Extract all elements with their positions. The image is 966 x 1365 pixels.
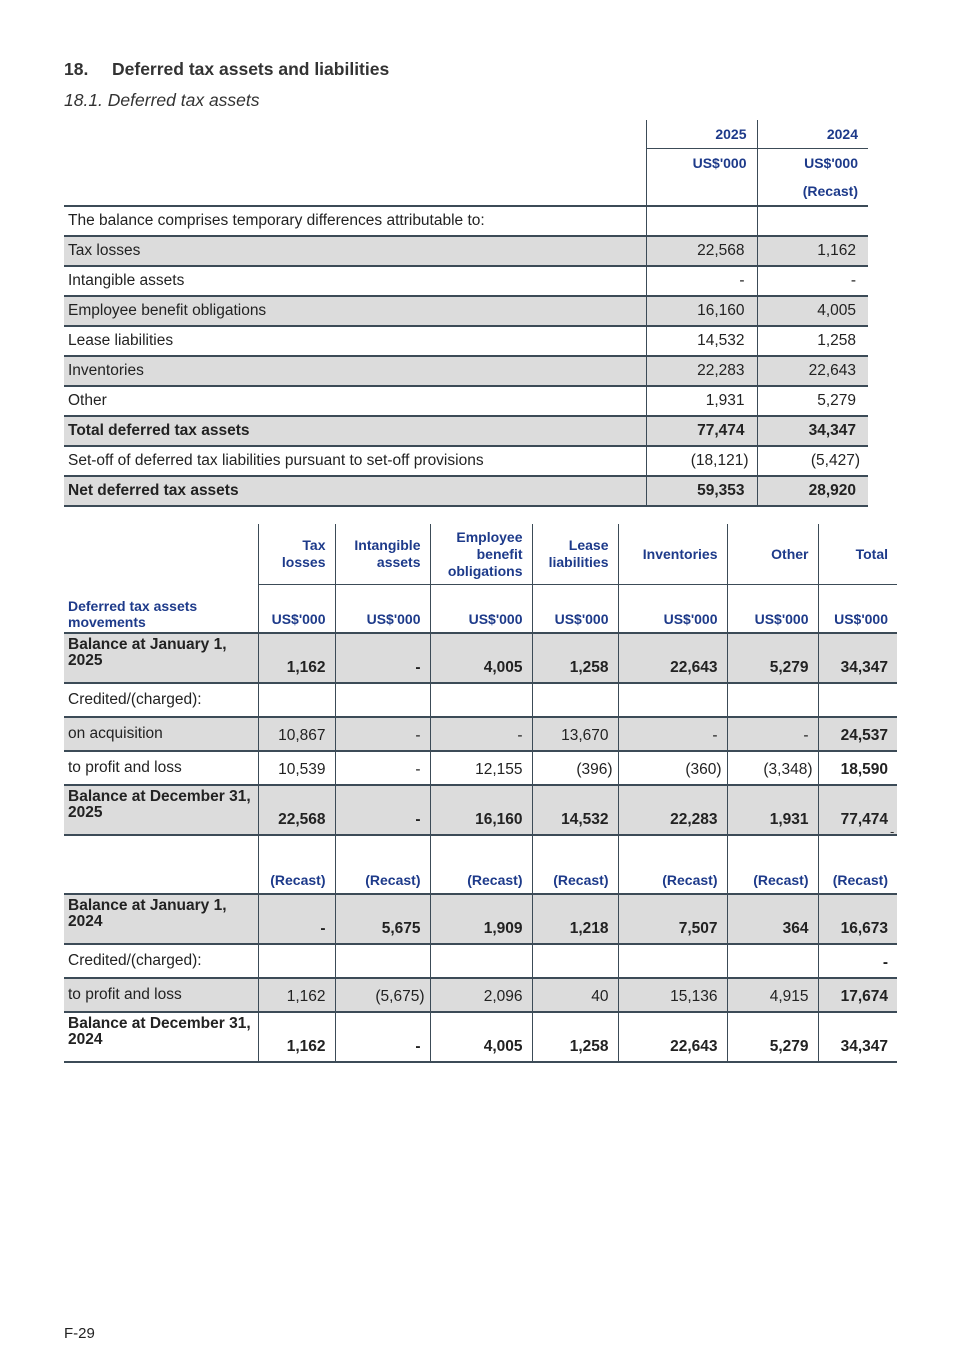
cell-value: 1,258 [532,633,618,683]
cell-value: 77,474 [646,416,757,446]
row-label: to profit and loss [64,751,258,785]
cell-value: 5,675 [335,894,430,944]
cell-value: 15,136 [618,978,727,1012]
row-label: Tax losses [64,236,646,266]
cell-value: 4,005 [757,296,868,326]
row-label: Balance at January 1, 2025 [64,633,258,683]
cell-value: 77,474 [818,785,897,835]
unit-header: US$'000 [335,585,430,634]
cell-value: 17,674 [818,978,897,1012]
cell-value: 28,920 [757,476,868,506]
cell-value: 16,160 [646,296,757,326]
recast-label: (Recast) [532,835,618,894]
column-header: Intangible assets [335,524,430,585]
row-label: Total deferred tax assets [64,416,646,446]
cell-value: - [335,785,430,835]
cell-value: - [335,633,430,683]
cell-value: 5,279 [757,386,868,416]
deferred-tax-assets-table [64,120,868,507]
cell-value: 4,005 [430,633,532,683]
cell-value: 14,532 [646,326,757,356]
table-row [64,206,868,236]
table-row [64,633,897,683]
unit-header: US$'000 [818,585,897,634]
cell-value: 22,568 [646,236,757,266]
cell-value: 13,670 [532,717,618,751]
cell-value: (3,348) [727,751,818,785]
unit-row [64,585,897,634]
cell-value: 5,279 [727,633,818,683]
recast-label: (Recast) [727,835,818,894]
table-row [64,296,868,326]
cell-value: 14,532 [532,785,618,835]
row-label: Set-off of deferred tax liabilities pursuant to set-off provisions [64,446,646,476]
table-row [64,751,897,785]
unit-header: US$'000 [618,585,727,634]
table-row [64,326,868,356]
row-label: Credited/(charged): [64,944,258,978]
cell-value: 1,258 [757,326,868,356]
recast-label: (Recast) [618,835,727,894]
row-label: Intangible assets [64,266,646,296]
cell-value: 34,347 [757,416,868,446]
table-row [64,236,868,266]
table-row [64,386,868,416]
cell-value: 24,537 [818,717,897,751]
page-number: F-29 [64,1325,95,1342]
cell-value: 18,590 [818,751,897,785]
recast-label: (Recast) [430,835,532,894]
cell-value: 10,867 [258,717,335,751]
cell-value: 1,162 [258,978,335,1012]
column-header: Other [727,524,818,585]
unit-header: US$'000 [258,585,335,634]
cell-value: 4,005 [430,1012,532,1062]
cell-value: - [335,1012,430,1062]
column-header-row [64,524,897,585]
cell-value: 16,673 [818,894,897,944]
table-row [64,266,868,296]
cell-value: 1,162 [757,236,868,266]
recast-label: (Recast) [335,835,430,894]
cell-value: 12,155 [430,751,532,785]
net-total-row [64,476,868,506]
cell-value: - [646,266,757,296]
unit-header: US$'000 [646,149,757,178]
unit-header: US$'000 [727,585,818,634]
cell-value: 22,643 [618,1012,727,1062]
cell-value: (5,675) [335,978,430,1012]
year-header: 2024 [757,120,868,149]
table-unit-row [64,149,868,178]
cell-value: 16,160 [430,785,532,835]
cell-value: 2,096 [430,978,532,1012]
cell-value: 59,353 [646,476,757,506]
deferred-tax-movements-table [64,524,897,1063]
cell-value: 22,643 [757,356,868,386]
row-label: Employee benefit obligations [64,296,646,326]
cell-value: - [727,717,818,751]
cell-value: 22,283 [618,785,727,835]
cell-value: (18,121) [646,446,757,476]
table-row [64,683,897,717]
row-header: Deferred tax assets movements [64,585,258,634]
column-header: Lease liabilities [532,524,618,585]
table-header-row [64,120,868,149]
cell-value: - [335,751,430,785]
table-row [64,1012,897,1062]
table-row [64,356,868,386]
cell-value: 10,539 [258,751,335,785]
column-header: Total [818,524,897,585]
cell-value: 22,283 [646,356,757,386]
section-heading [64,59,389,80]
row-label: Credited/(charged): [64,683,258,717]
table-row [64,978,897,1012]
cell-value: - [335,717,430,751]
recast-label: (Recast) [258,835,335,894]
row-label: Inventories [64,356,646,386]
cell-value: 4,915 [727,978,818,1012]
year-header: 2025 [646,120,757,149]
cell-value: 1,162 [258,633,335,683]
stray-dash: - [890,824,895,839]
row-label: The balance comprises temporary differences attributable to: [64,206,646,236]
cell-value: 1,258 [532,1012,618,1062]
cell-value: 34,347 [818,633,897,683]
cell-value: (360) [618,751,727,785]
table-row [64,785,897,835]
table-row [64,944,897,978]
cell-value: 22,568 [258,785,335,835]
subsection-heading: 18.1. Deferred tax assets [64,90,260,110]
row-label: on acquisition [64,717,258,751]
row-label: Balance at January 1, 2024 [64,894,258,944]
total-row [64,416,868,446]
table-row [64,717,897,751]
cell-value: 1,218 [532,894,618,944]
column-header: Employee benefit obligations [430,524,532,585]
cell-value: 364 [727,894,818,944]
section-title: Deferred tax assets and liabilities [112,59,390,79]
row-label: Balance at December 31, 2025 [64,785,258,835]
column-header: Tax losses [258,524,335,585]
section-number: 18. [64,59,89,79]
cell-value: (396) [532,751,618,785]
cell-value: 1,162 [258,1012,335,1062]
cell-value: - [258,894,335,944]
table-recast-row [64,177,868,206]
row-label: Balance at December 31, 2024 [64,1012,258,1062]
table-row [64,446,868,476]
column-header: Inventories [618,524,727,585]
unit-header: US$'000 [532,585,618,634]
cell-value: 1,931 [646,386,757,416]
cell-value: 34,347 [818,1012,897,1062]
row-label: to profit and loss [64,978,258,1012]
row-label: Other [64,386,646,416]
cell-value: - [430,717,532,751]
cell-value: 1,909 [430,894,532,944]
cell-value: - [818,944,897,978]
cell-value: 7,507 [618,894,727,944]
row-label: Net deferred tax assets [64,476,646,506]
cell-value: - [618,717,727,751]
cell-value: 40 [532,978,618,1012]
recast-row [64,835,897,894]
cell-value: - [757,266,868,296]
row-label: Lease liabilities [64,326,646,356]
table-row [64,894,897,944]
cell-value: 22,643 [618,633,727,683]
unit-header: US$'000 [757,149,868,178]
cell-value: 5,279 [727,1012,818,1062]
recast-label: (Recast) [818,835,897,894]
recast-label: (Recast) [757,177,868,206]
unit-header: US$'000 [430,585,532,634]
cell-value: 1,931 [727,785,818,835]
cell-value: (5,427) [757,446,868,476]
